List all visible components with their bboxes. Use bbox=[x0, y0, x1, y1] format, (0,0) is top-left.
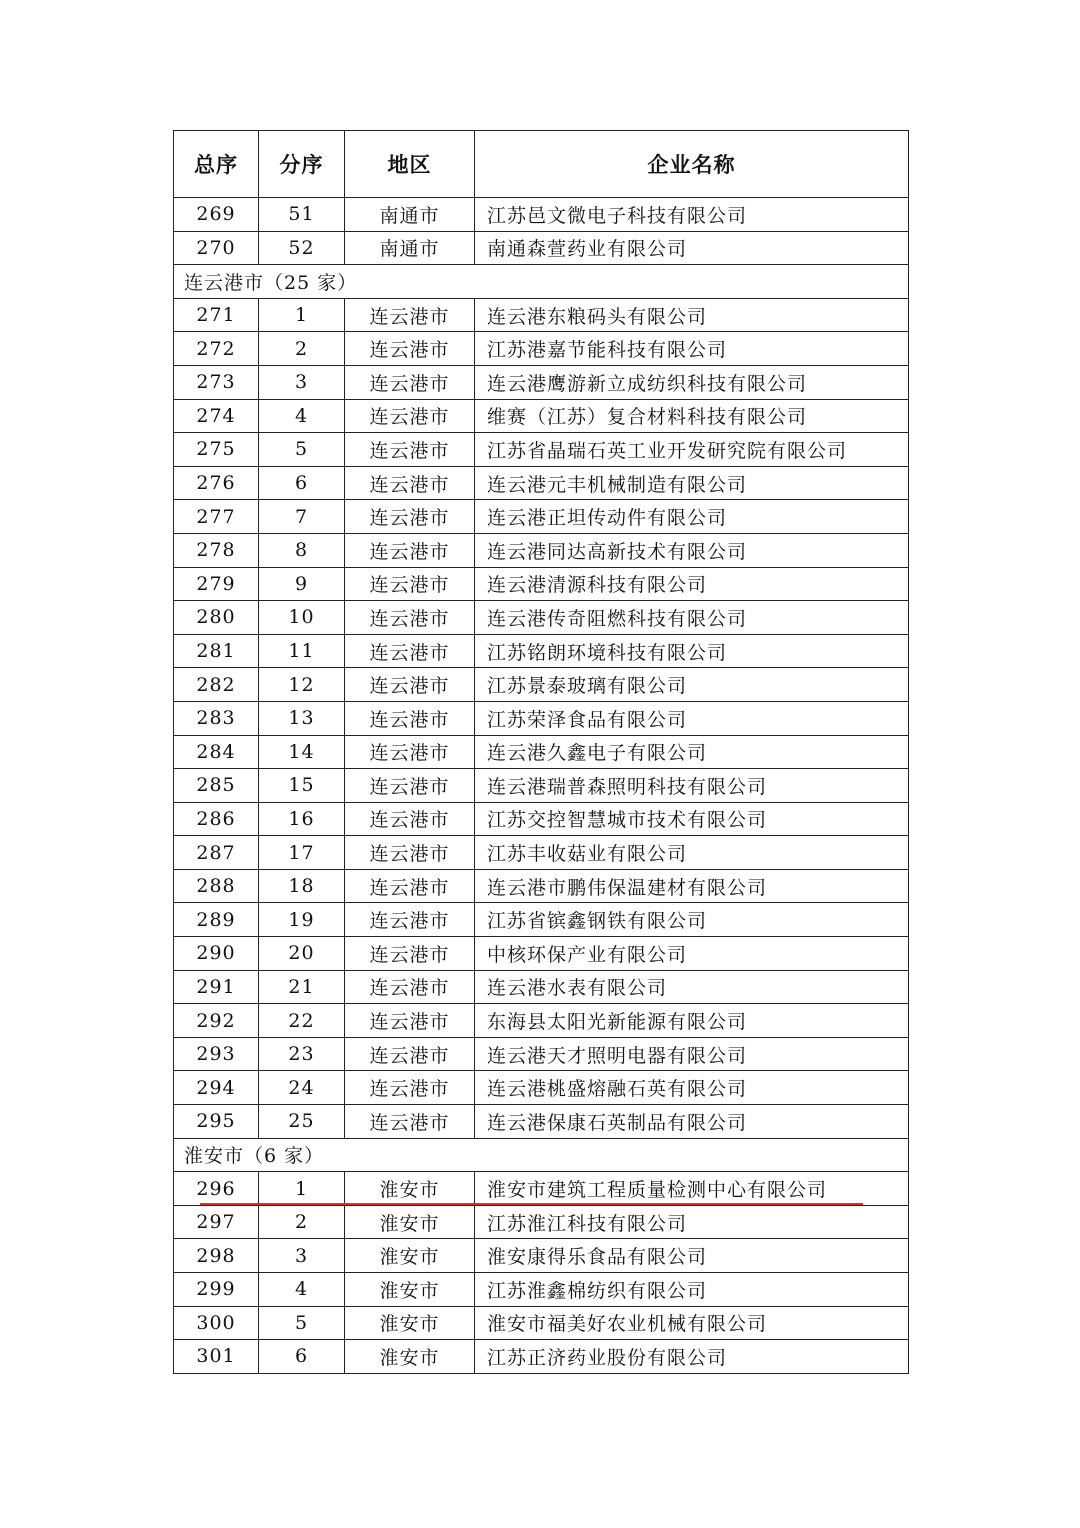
sub-index-cell: 20 bbox=[259, 937, 345, 971]
region-cell: 连云港市 bbox=[345, 802, 475, 836]
table-row bbox=[174, 769, 909, 803]
company-name-cell: 连云港桃盛熔融石英有限公司 bbox=[475, 1071, 909, 1105]
company-name-cell: 连云港传奇阻燃科技有限公司 bbox=[475, 601, 909, 635]
region-cell: 淮安市 bbox=[345, 1239, 475, 1273]
region-cell: 连云港市 bbox=[345, 1037, 475, 1071]
table-row bbox=[174, 937, 909, 971]
company-name-cell: 连云港东粮码头有限公司 bbox=[475, 298, 909, 332]
section-row bbox=[174, 265, 909, 299]
sub-index-cell: 18 bbox=[259, 869, 345, 903]
sub-index-cell: 9 bbox=[259, 567, 345, 601]
total-index-cell: 280 bbox=[174, 601, 259, 635]
table-row bbox=[174, 433, 909, 467]
company-name-cell: 江苏港嘉节能科技有限公司 bbox=[475, 332, 909, 366]
company-name-cell: 连云港保康石英制品有限公司 bbox=[475, 1105, 909, 1139]
company-name-cell: 江苏荣泽食品有限公司 bbox=[475, 701, 909, 735]
company-name-cell: 江苏邑文微电子科技有限公司 bbox=[475, 198, 909, 232]
company-name-cell: 连云港元丰机械制造有限公司 bbox=[475, 466, 909, 500]
table-row bbox=[174, 970, 909, 1004]
total-index-cell: 269 bbox=[174, 198, 259, 232]
sub-index-cell: 2 bbox=[259, 332, 345, 366]
sub-index-cell: 51 bbox=[259, 198, 345, 232]
region-cell: 连云港市 bbox=[345, 601, 475, 635]
table-row bbox=[174, 567, 909, 601]
total-index-cell: 300 bbox=[174, 1306, 259, 1340]
total-index-cell: 277 bbox=[174, 500, 259, 534]
section-label: 淮安市（6 家） bbox=[174, 1138, 909, 1172]
header-company-name: 企业名称 bbox=[475, 131, 909, 198]
company-name-cell: 江苏正济药业股份有限公司 bbox=[475, 1340, 909, 1374]
region-cell: 连云港市 bbox=[345, 298, 475, 332]
table-header-row bbox=[174, 131, 909, 198]
table-row bbox=[174, 198, 909, 232]
table-row bbox=[174, 1037, 909, 1071]
company-name-cell: 连云港天才照明电器有限公司 bbox=[475, 1037, 909, 1071]
sub-index-cell: 11 bbox=[259, 634, 345, 668]
total-index-cell: 288 bbox=[174, 869, 259, 903]
region-cell: 连云港市 bbox=[345, 668, 475, 702]
company-name-cell: 淮安康得乐食品有限公司 bbox=[475, 1239, 909, 1273]
company-name-cell: 江苏省晶瑞石英工业开发研究院有限公司 bbox=[475, 433, 909, 467]
total-index-cell: 298 bbox=[174, 1239, 259, 1273]
company-name-cell: 东海县太阳光新能源有限公司 bbox=[475, 1004, 909, 1038]
total-index-cell: 270 bbox=[174, 231, 259, 265]
table-row bbox=[174, 1340, 909, 1374]
table-row bbox=[174, 869, 909, 903]
sub-index-cell: 5 bbox=[259, 1306, 345, 1340]
region-cell: 连云港市 bbox=[345, 1071, 475, 1105]
total-index-cell: 299 bbox=[174, 1273, 259, 1307]
region-cell: 连云港市 bbox=[345, 466, 475, 500]
table-row bbox=[174, 298, 909, 332]
sub-index-cell: 22 bbox=[259, 1004, 345, 1038]
region-cell: 连云港市 bbox=[345, 869, 475, 903]
sub-index-cell: 6 bbox=[259, 466, 345, 500]
region-cell: 淮安市 bbox=[345, 1306, 475, 1340]
sub-index-cell: 6 bbox=[259, 1340, 345, 1374]
sub-index-cell: 52 bbox=[259, 231, 345, 265]
sub-index-cell: 24 bbox=[259, 1071, 345, 1105]
table-row bbox=[174, 802, 909, 836]
company-name-cell: 连云港正坦传动件有限公司 bbox=[475, 500, 909, 534]
sub-index-cell: 4 bbox=[259, 399, 345, 433]
company-name-cell: 中核环保产业有限公司 bbox=[475, 937, 909, 971]
table-row bbox=[174, 365, 909, 399]
table-row bbox=[174, 1239, 909, 1273]
table-row bbox=[174, 1105, 909, 1139]
table-row bbox=[174, 1205, 909, 1239]
region-cell: 淮安市 bbox=[345, 1340, 475, 1374]
table-body bbox=[174, 198, 909, 1374]
table-row bbox=[174, 601, 909, 635]
sub-index-cell: 17 bbox=[259, 836, 345, 870]
total-index-cell: 273 bbox=[174, 365, 259, 399]
table-row bbox=[174, 231, 909, 265]
region-cell: 南通市 bbox=[345, 198, 475, 232]
sub-index-cell: 1 bbox=[259, 298, 345, 332]
table-row bbox=[174, 500, 909, 534]
company-name-cell: 淮安市建筑工程质量检测中心有限公司 bbox=[475, 1172, 909, 1206]
sub-index-cell: 25 bbox=[259, 1105, 345, 1139]
company-name-cell: 维赛（江苏）复合材料科技有限公司 bbox=[475, 399, 909, 433]
total-index-cell: 281 bbox=[174, 634, 259, 668]
sub-index-cell: 7 bbox=[259, 500, 345, 534]
table-row bbox=[174, 836, 909, 870]
company-name-cell: 南通森萱药业有限公司 bbox=[475, 231, 909, 265]
total-index-cell: 272 bbox=[174, 332, 259, 366]
table-row bbox=[174, 701, 909, 735]
sub-index-cell: 2 bbox=[259, 1205, 345, 1239]
sub-index-cell: 12 bbox=[259, 668, 345, 702]
region-cell: 连云港市 bbox=[345, 1105, 475, 1139]
table-row bbox=[174, 1172, 909, 1206]
enterprise-list-table bbox=[173, 130, 909, 1374]
total-index-cell: 285 bbox=[174, 769, 259, 803]
total-index-cell: 279 bbox=[174, 567, 259, 601]
total-index-cell: 301 bbox=[174, 1340, 259, 1374]
table-row bbox=[174, 533, 909, 567]
table-row bbox=[174, 399, 909, 433]
region-cell: 连云港市 bbox=[345, 332, 475, 366]
total-index-cell: 291 bbox=[174, 970, 259, 1004]
total-index-cell: 275 bbox=[174, 433, 259, 467]
region-cell: 连云港市 bbox=[345, 634, 475, 668]
section-label: 连云港市（25 家） bbox=[174, 265, 909, 299]
sub-index-cell: 13 bbox=[259, 701, 345, 735]
table-row bbox=[174, 903, 909, 937]
table-row bbox=[174, 668, 909, 702]
sub-index-cell: 5 bbox=[259, 433, 345, 467]
table-row bbox=[174, 1071, 909, 1105]
region-cell: 连云港市 bbox=[345, 433, 475, 467]
region-cell: 连云港市 bbox=[345, 500, 475, 534]
total-index-cell: 283 bbox=[174, 701, 259, 735]
region-cell: 淮安市 bbox=[345, 1273, 475, 1307]
total-index-cell: 290 bbox=[174, 937, 259, 971]
region-cell: 连云港市 bbox=[345, 399, 475, 433]
total-index-cell: 287 bbox=[174, 836, 259, 870]
sub-index-cell: 19 bbox=[259, 903, 345, 937]
region-cell: 连云港市 bbox=[345, 735, 475, 769]
total-index-cell: 276 bbox=[174, 466, 259, 500]
sub-index-cell: 15 bbox=[259, 769, 345, 803]
sub-index-cell: 21 bbox=[259, 970, 345, 1004]
table-row bbox=[174, 735, 909, 769]
region-cell: 连云港市 bbox=[345, 836, 475, 870]
total-index-cell: 297 bbox=[174, 1205, 259, 1239]
table-row bbox=[174, 1004, 909, 1038]
highlight-underline bbox=[200, 1203, 863, 1205]
total-index-cell: 293 bbox=[174, 1037, 259, 1071]
company-name-cell: 连云港市鹏伟保温建材有限公司 bbox=[475, 869, 909, 903]
total-index-cell: 282 bbox=[174, 668, 259, 702]
sub-index-cell: 16 bbox=[259, 802, 345, 836]
company-name-cell: 江苏省镔鑫钢铁有限公司 bbox=[475, 903, 909, 937]
company-name-cell: 江苏丰收菇业有限公司 bbox=[475, 836, 909, 870]
total-index-cell: 294 bbox=[174, 1071, 259, 1105]
total-index-cell: 292 bbox=[174, 1004, 259, 1038]
region-cell: 连云港市 bbox=[345, 769, 475, 803]
sub-index-cell: 1 bbox=[259, 1172, 345, 1206]
company-name-cell: 连云港瑞普森照明科技有限公司 bbox=[475, 769, 909, 803]
sub-index-cell: 3 bbox=[259, 1239, 345, 1273]
company-name-cell: 连云港同达高新技术有限公司 bbox=[475, 533, 909, 567]
company-name-cell: 连云港久鑫电子有限公司 bbox=[475, 735, 909, 769]
sub-index-cell: 4 bbox=[259, 1273, 345, 1307]
sub-index-cell: 3 bbox=[259, 365, 345, 399]
region-cell: 淮安市 bbox=[345, 1172, 475, 1206]
region-cell: 连云港市 bbox=[345, 701, 475, 735]
sub-index-cell: 8 bbox=[259, 533, 345, 567]
total-index-cell: 289 bbox=[174, 903, 259, 937]
company-name-cell: 淮安市福美好农业机械有限公司 bbox=[475, 1306, 909, 1340]
company-name-cell: 江苏铭朗环境科技有限公司 bbox=[475, 634, 909, 668]
region-cell: 连云港市 bbox=[345, 970, 475, 1004]
total-index-cell: 295 bbox=[174, 1105, 259, 1139]
table-row bbox=[174, 1273, 909, 1307]
table-row bbox=[174, 332, 909, 366]
total-index-cell: 271 bbox=[174, 298, 259, 332]
region-cell: 连云港市 bbox=[345, 903, 475, 937]
section-row bbox=[174, 1138, 909, 1172]
company-name-cell: 连云港鹰游新立成纺织科技有限公司 bbox=[475, 365, 909, 399]
region-cell: 南通市 bbox=[345, 231, 475, 265]
region-cell: 连云港市 bbox=[345, 1004, 475, 1038]
sub-index-cell: 10 bbox=[259, 601, 345, 635]
region-cell: 连云港市 bbox=[345, 567, 475, 601]
company-name-cell: 江苏淮江科技有限公司 bbox=[475, 1205, 909, 1239]
table-row bbox=[174, 466, 909, 500]
sub-index-cell: 23 bbox=[259, 1037, 345, 1071]
sub-index-cell: 14 bbox=[259, 735, 345, 769]
table-row bbox=[174, 634, 909, 668]
company-name-cell: 连云港水表有限公司 bbox=[475, 970, 909, 1004]
total-index-cell: 278 bbox=[174, 533, 259, 567]
header-region: 地区 bbox=[345, 131, 475, 198]
company-name-cell: 江苏景泰玻璃有限公司 bbox=[475, 668, 909, 702]
region-cell: 连云港市 bbox=[345, 365, 475, 399]
table-row bbox=[174, 1306, 909, 1340]
region-cell: 连云港市 bbox=[345, 937, 475, 971]
region-cell: 连云港市 bbox=[345, 533, 475, 567]
total-index-cell: 284 bbox=[174, 735, 259, 769]
company-name-cell: 江苏淮鑫棉纺织有限公司 bbox=[475, 1273, 909, 1307]
total-index-cell: 286 bbox=[174, 802, 259, 836]
header-total-index: 总序 bbox=[174, 131, 259, 198]
header-sub-index: 分序 bbox=[259, 131, 345, 198]
total-index-cell: 296 bbox=[174, 1172, 259, 1206]
region-cell: 淮安市 bbox=[345, 1205, 475, 1239]
total-index-cell: 274 bbox=[174, 399, 259, 433]
company-name-cell: 江苏交控智慧城市技术有限公司 bbox=[475, 802, 909, 836]
company-name-cell: 连云港清源科技有限公司 bbox=[475, 567, 909, 601]
